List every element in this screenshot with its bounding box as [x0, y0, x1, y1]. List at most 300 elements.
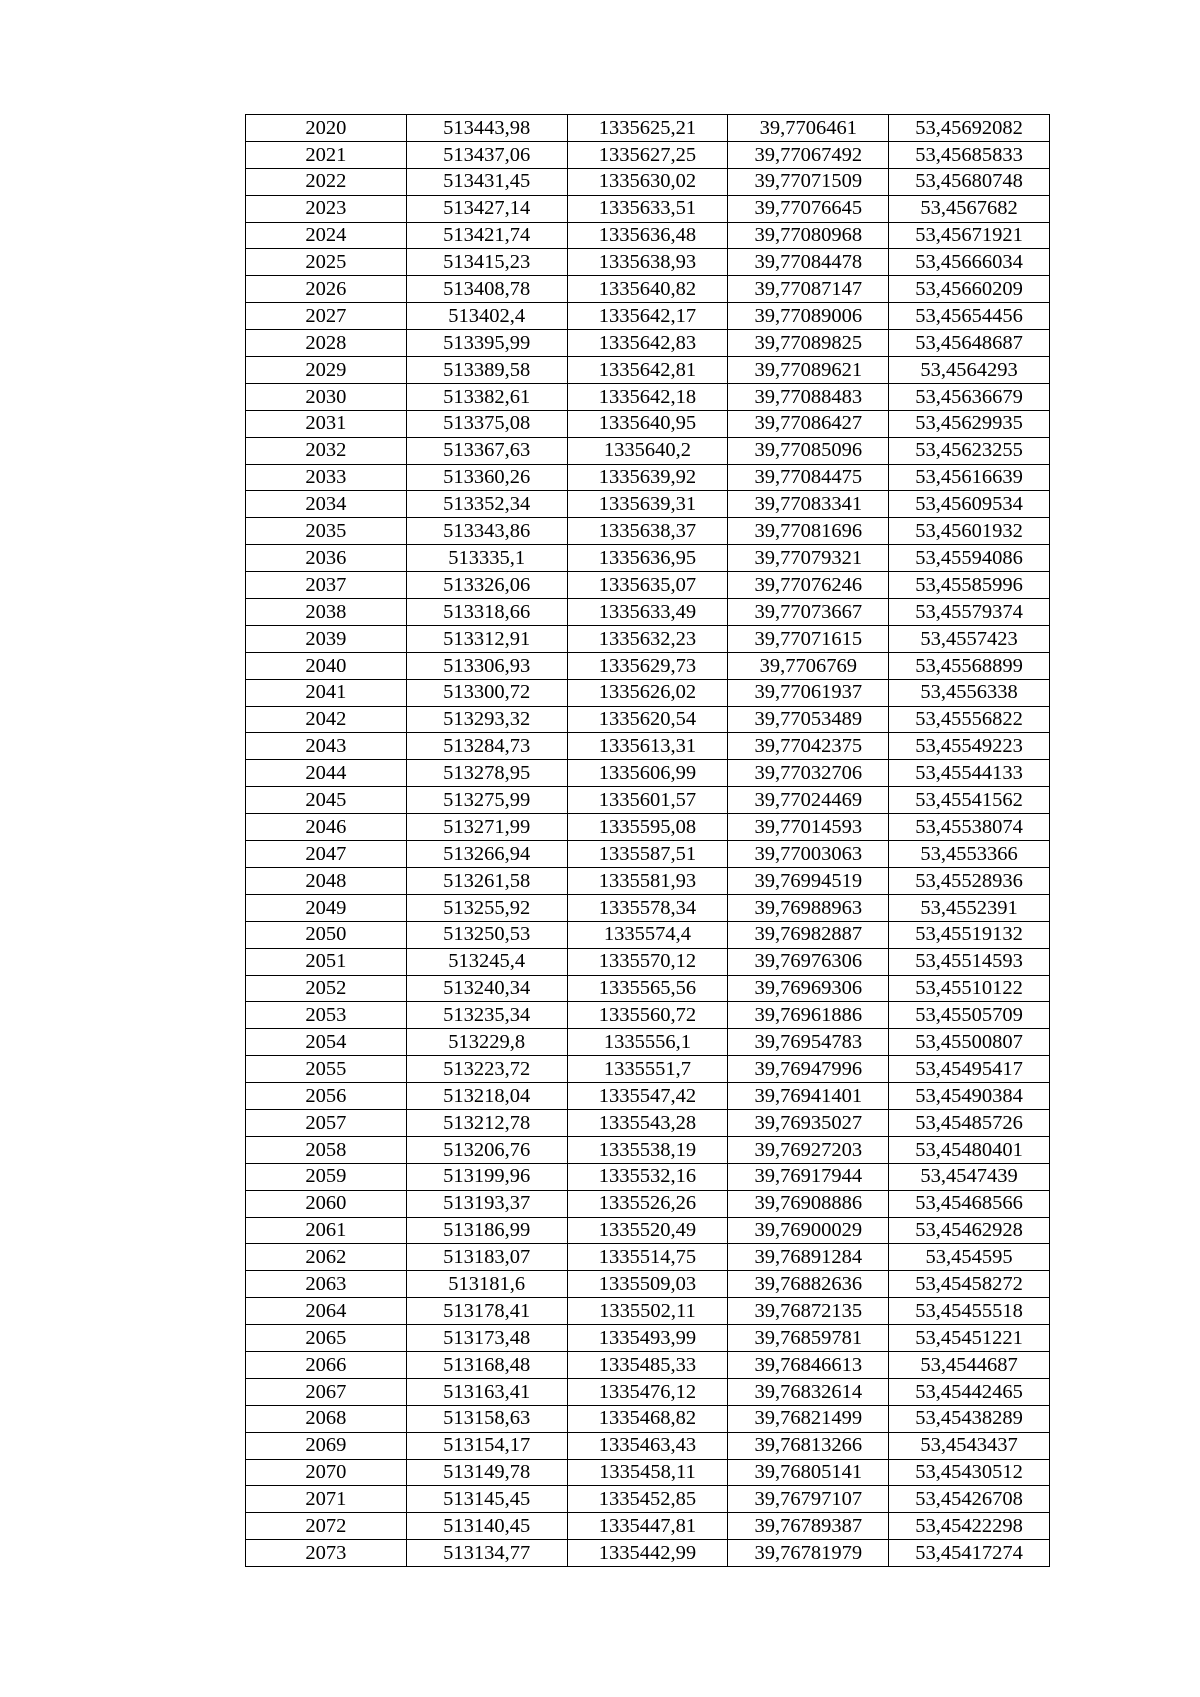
table-row: [246, 276, 1050, 303]
y-coordinate-cell: 1335642,81: [567, 357, 728, 384]
table-row: [246, 1190, 1050, 1217]
table-row: [246, 760, 1050, 787]
x-coordinate-cell: 513154,17: [406, 1432, 567, 1459]
longitude-cell: 53,45430512: [889, 1459, 1050, 1486]
point-number-cell: 2071: [246, 1486, 407, 1513]
latitude-cell: 39,77032706: [728, 760, 889, 787]
latitude-cell: 39,76813266: [728, 1432, 889, 1459]
y-coordinate-cell: 1335560,72: [567, 1002, 728, 1029]
point-number-cell: 2037: [246, 572, 407, 599]
longitude-cell: 53,45462928: [889, 1217, 1050, 1244]
latitude-cell: 39,77086427: [728, 410, 889, 437]
longitude-cell: 53,45495417: [889, 1056, 1050, 1083]
point-number-cell: 2062: [246, 1244, 407, 1271]
y-coordinate-cell: 1335509,03: [567, 1271, 728, 1298]
latitude-cell: 39,77076645: [728, 195, 889, 222]
x-coordinate-cell: 513235,34: [406, 1002, 567, 1029]
x-coordinate-cell: 513250,53: [406, 921, 567, 948]
latitude-cell: 39,76976306: [728, 948, 889, 975]
latitude-cell: 39,77014593: [728, 814, 889, 841]
x-coordinate-cell: 513293,32: [406, 706, 567, 733]
x-coordinate-cell: 513408,78: [406, 276, 567, 303]
latitude-cell: 39,77085096: [728, 437, 889, 464]
latitude-cell: 39,77087147: [728, 276, 889, 303]
x-coordinate-cell: 513443,98: [406, 115, 567, 142]
longitude-cell: 53,45426708: [889, 1486, 1050, 1513]
point-number-cell: 2050: [246, 921, 407, 948]
table-row: [246, 115, 1050, 142]
x-coordinate-cell: 513326,06: [406, 572, 567, 599]
table-row: [246, 814, 1050, 841]
point-number-cell: 2028: [246, 330, 407, 357]
point-number-cell: 2030: [246, 383, 407, 410]
point-number-cell: 2060: [246, 1190, 407, 1217]
latitude-cell: 39,77084478: [728, 249, 889, 276]
x-coordinate-cell: 513275,99: [406, 787, 567, 814]
x-coordinate-cell: 513245,4: [406, 948, 567, 975]
x-coordinate-cell: 513158,63: [406, 1405, 567, 1432]
point-number-cell: 2033: [246, 464, 407, 491]
table-row: [246, 679, 1050, 706]
y-coordinate-cell: 1335570,12: [567, 948, 728, 975]
y-coordinate-cell: 1335642,18: [567, 383, 728, 410]
longitude-cell: 53,45579374: [889, 599, 1050, 626]
latitude-cell: 39,77053489: [728, 706, 889, 733]
longitude-cell: 53,45616639: [889, 464, 1050, 491]
point-number-cell: 2022: [246, 168, 407, 195]
longitude-cell: 53,45417274: [889, 1540, 1050, 1567]
y-coordinate-cell: 1335520,49: [567, 1217, 728, 1244]
longitude-cell: 53,45609534: [889, 491, 1050, 518]
longitude-cell: 53,45671921: [889, 222, 1050, 249]
latitude-cell: 39,77071509: [728, 168, 889, 195]
y-coordinate-cell: 1335627,25: [567, 141, 728, 168]
point-number-cell: 2047: [246, 841, 407, 868]
x-coordinate-cell: 513312,91: [406, 625, 567, 652]
point-number-cell: 2073: [246, 1540, 407, 1567]
longitude-cell: 53,45556822: [889, 706, 1050, 733]
y-coordinate-cell: 1335636,95: [567, 545, 728, 572]
longitude-cell: 53,45514593: [889, 948, 1050, 975]
table-row: [246, 1029, 1050, 1056]
longitude-cell: 53,45442465: [889, 1378, 1050, 1405]
y-coordinate-cell: 1335635,07: [567, 572, 728, 599]
x-coordinate-cell: 513300,72: [406, 679, 567, 706]
x-coordinate-cell: 513212,78: [406, 1109, 567, 1136]
latitude-cell: 39,76969306: [728, 975, 889, 1002]
x-coordinate-cell: 513382,61: [406, 383, 567, 410]
point-number-cell: 2034: [246, 491, 407, 518]
latitude-cell: 39,76935027: [728, 1109, 889, 1136]
table-row: [246, 1244, 1050, 1271]
latitude-cell: 39,76846613: [728, 1351, 889, 1378]
table-row: [246, 141, 1050, 168]
point-number-cell: 2041: [246, 679, 407, 706]
x-coordinate-cell: 513229,8: [406, 1029, 567, 1056]
table-row: [246, 518, 1050, 545]
point-number-cell: 2057: [246, 1109, 407, 1136]
longitude-cell: 53,45680748: [889, 168, 1050, 195]
y-coordinate-cell: 1335556,1: [567, 1029, 728, 1056]
y-coordinate-cell: 1335538,19: [567, 1136, 728, 1163]
latitude-cell: 39,76982887: [728, 921, 889, 948]
longitude-cell: 53,45654456: [889, 303, 1050, 330]
table-row: [246, 1056, 1050, 1083]
y-coordinate-cell: 1335638,93: [567, 249, 728, 276]
x-coordinate-cell: 513389,58: [406, 357, 567, 384]
latitude-cell: 39,76821499: [728, 1405, 889, 1432]
y-coordinate-cell: 1335642,83: [567, 330, 728, 357]
x-coordinate-cell: 513140,45: [406, 1513, 567, 1540]
longitude-cell: 53,45468566: [889, 1190, 1050, 1217]
point-number-cell: 2055: [246, 1056, 407, 1083]
longitude-cell: 53,45438289: [889, 1405, 1050, 1432]
latitude-cell: 39,76900029: [728, 1217, 889, 1244]
point-number-cell: 2032: [246, 437, 407, 464]
table-row: [246, 733, 1050, 760]
latitude-cell: 39,76908886: [728, 1190, 889, 1217]
x-coordinate-cell: 513343,86: [406, 518, 567, 545]
latitude-cell: 39,77084475: [728, 464, 889, 491]
table-row: [246, 921, 1050, 948]
point-number-cell: 2039: [246, 625, 407, 652]
table-row: [246, 1298, 1050, 1325]
longitude-cell: 53,45549223: [889, 733, 1050, 760]
x-coordinate-cell: 513223,72: [406, 1056, 567, 1083]
point-number-cell: 2064: [246, 1298, 407, 1325]
table-row: [246, 572, 1050, 599]
x-coordinate-cell: 513415,23: [406, 249, 567, 276]
x-coordinate-cell: 513145,45: [406, 1486, 567, 1513]
latitude-cell: 39,77042375: [728, 733, 889, 760]
latitude-cell: 39,77081696: [728, 518, 889, 545]
y-coordinate-cell: 1335442,99: [567, 1540, 728, 1567]
y-coordinate-cell: 1335633,51: [567, 195, 728, 222]
x-coordinate-cell: 513173,48: [406, 1325, 567, 1352]
y-coordinate-cell: 1335640,2: [567, 437, 728, 464]
point-number-cell: 2020: [246, 115, 407, 142]
x-coordinate-cell: 513193,37: [406, 1190, 567, 1217]
table-row: [246, 625, 1050, 652]
y-coordinate-cell: 1335640,95: [567, 410, 728, 437]
point-number-cell: 2042: [246, 706, 407, 733]
table-row: [246, 1405, 1050, 1432]
table-row: [246, 464, 1050, 491]
x-coordinate-cell: 513284,73: [406, 733, 567, 760]
longitude-cell: 53,45568899: [889, 652, 1050, 679]
longitude-cell: 53,45544133: [889, 760, 1050, 787]
latitude-cell: 39,76859781: [728, 1325, 889, 1352]
latitude-cell: 39,7706769: [728, 652, 889, 679]
y-coordinate-cell: 1335640,82: [567, 276, 728, 303]
table-row: [246, 1486, 1050, 1513]
y-coordinate-cell: 1335587,51: [567, 841, 728, 868]
y-coordinate-cell: 1335551,7: [567, 1056, 728, 1083]
table-row: [246, 867, 1050, 894]
y-coordinate-cell: 1335638,37: [567, 518, 728, 545]
y-coordinate-cell: 1335620,54: [567, 706, 728, 733]
latitude-cell: 39,77003063: [728, 841, 889, 868]
y-coordinate-cell: 1335532,16: [567, 1163, 728, 1190]
table-row: [246, 1540, 1050, 1567]
point-number-cell: 2070: [246, 1459, 407, 1486]
table-row: [246, 1351, 1050, 1378]
table-row: [246, 410, 1050, 437]
x-coordinate-cell: 513367,63: [406, 437, 567, 464]
x-coordinate-cell: 513352,34: [406, 491, 567, 518]
longitude-cell: 53,45636679: [889, 383, 1050, 410]
x-coordinate-cell: 513421,74: [406, 222, 567, 249]
point-number-cell: 2023: [246, 195, 407, 222]
point-number-cell: 2025: [246, 249, 407, 276]
y-coordinate-cell: 1335578,34: [567, 894, 728, 921]
y-coordinate-cell: 1335639,31: [567, 491, 728, 518]
table-row: [246, 357, 1050, 384]
table-row: [246, 1136, 1050, 1163]
latitude-cell: 39,76781979: [728, 1540, 889, 1567]
point-number-cell: 2069: [246, 1432, 407, 1459]
table-row: [246, 303, 1050, 330]
point-number-cell: 2027: [246, 303, 407, 330]
y-coordinate-cell: 1335636,48: [567, 222, 728, 249]
x-coordinate-cell: 513360,26: [406, 464, 567, 491]
longitude-cell: 53,45422298: [889, 1513, 1050, 1540]
point-number-cell: 2048: [246, 867, 407, 894]
longitude-cell: 53,45660209: [889, 276, 1050, 303]
table-row: [246, 599, 1050, 626]
table-row: [246, 787, 1050, 814]
point-number-cell: 2024: [246, 222, 407, 249]
table-row: [246, 1325, 1050, 1352]
longitude-cell: 53,45601932: [889, 518, 1050, 545]
latitude-cell: 39,76832614: [728, 1378, 889, 1405]
longitude-cell: 53,45585996: [889, 572, 1050, 599]
longitude-cell: 53,4556338: [889, 679, 1050, 706]
y-coordinate-cell: 1335639,92: [567, 464, 728, 491]
latitude-cell: 39,7706461: [728, 115, 889, 142]
longitude-cell: 53,45666034: [889, 249, 1050, 276]
x-coordinate-cell: 513181,6: [406, 1271, 567, 1298]
table-row: [246, 437, 1050, 464]
latitude-cell: 39,77024469: [728, 787, 889, 814]
point-number-cell: 2054: [246, 1029, 407, 1056]
latitude-cell: 39,76882636: [728, 1271, 889, 1298]
longitude-cell: 53,45528936: [889, 867, 1050, 894]
latitude-cell: 39,77089825: [728, 330, 889, 357]
y-coordinate-cell: 1335547,42: [567, 1083, 728, 1110]
y-coordinate-cell: 1335625,21: [567, 115, 728, 142]
y-coordinate-cell: 1335574,4: [567, 921, 728, 948]
longitude-cell: 53,45480401: [889, 1136, 1050, 1163]
point-number-cell: 2046: [246, 814, 407, 841]
longitude-cell: 53,4552391: [889, 894, 1050, 921]
point-number-cell: 2051: [246, 948, 407, 975]
point-number-cell: 2043: [246, 733, 407, 760]
latitude-cell: 39,77061937: [728, 679, 889, 706]
table-row: [246, 1163, 1050, 1190]
x-coordinate-cell: 513183,07: [406, 1244, 567, 1271]
x-coordinate-cell: 513427,14: [406, 195, 567, 222]
point-number-cell: 2044: [246, 760, 407, 787]
y-coordinate-cell: 1335629,73: [567, 652, 728, 679]
latitude-cell: 39,76805141: [728, 1459, 889, 1486]
point-number-cell: 2036: [246, 545, 407, 572]
table-row: [246, 545, 1050, 572]
y-coordinate-cell: 1335601,57: [567, 787, 728, 814]
longitude-cell: 53,454595: [889, 1244, 1050, 1271]
latitude-cell: 39,76954783: [728, 1029, 889, 1056]
point-number-cell: 2061: [246, 1217, 407, 1244]
table-row: [246, 1513, 1050, 1540]
table-row: [246, 1378, 1050, 1405]
y-coordinate-cell: 1335543,28: [567, 1109, 728, 1136]
x-coordinate-cell: 513134,77: [406, 1540, 567, 1567]
longitude-cell: 53,4553366: [889, 841, 1050, 868]
x-coordinate-cell: 513437,06: [406, 141, 567, 168]
y-coordinate-cell: 1335468,82: [567, 1405, 728, 1432]
coordinates-table: [245, 114, 1050, 1567]
table-row: [246, 222, 1050, 249]
point-number-cell: 2053: [246, 1002, 407, 1029]
longitude-cell: 53,45685833: [889, 141, 1050, 168]
latitude-cell: 39,76947996: [728, 1056, 889, 1083]
latitude-cell: 39,76941401: [728, 1083, 889, 1110]
y-coordinate-cell: 1335476,12: [567, 1378, 728, 1405]
y-coordinate-cell: 1335632,23: [567, 625, 728, 652]
longitude-cell: 53,45623255: [889, 437, 1050, 464]
point-number-cell: 2040: [246, 652, 407, 679]
y-coordinate-cell: 1335626,02: [567, 679, 728, 706]
point-number-cell: 2045: [246, 787, 407, 814]
y-coordinate-cell: 1335514,75: [567, 1244, 728, 1271]
longitude-cell: 53,45594086: [889, 545, 1050, 572]
point-number-cell: 2058: [246, 1136, 407, 1163]
longitude-cell: 53,45629935: [889, 410, 1050, 437]
x-coordinate-cell: 513186,99: [406, 1217, 567, 1244]
table-row: [246, 706, 1050, 733]
table-row: [246, 195, 1050, 222]
y-coordinate-cell: 1335565,56: [567, 975, 728, 1002]
x-coordinate-cell: 513278,95: [406, 760, 567, 787]
x-coordinate-cell: 513431,45: [406, 168, 567, 195]
longitude-cell: 53,45485726: [889, 1109, 1050, 1136]
y-coordinate-cell: 1335581,93: [567, 867, 728, 894]
table-row: [246, 1002, 1050, 1029]
y-coordinate-cell: 1335633,49: [567, 599, 728, 626]
y-coordinate-cell: 1335526,26: [567, 1190, 728, 1217]
latitude-cell: 39,76927203: [728, 1136, 889, 1163]
longitude-cell: 53,4567682: [889, 195, 1050, 222]
table-row: [246, 1083, 1050, 1110]
table-row: [246, 330, 1050, 357]
point-number-cell: 2066: [246, 1351, 407, 1378]
latitude-cell: 39,77083341: [728, 491, 889, 518]
point-number-cell: 2026: [246, 276, 407, 303]
table-row: [246, 948, 1050, 975]
point-number-cell: 2038: [246, 599, 407, 626]
x-coordinate-cell: 513149,78: [406, 1459, 567, 1486]
x-coordinate-cell: 513240,34: [406, 975, 567, 1002]
y-coordinate-cell: 1335485,33: [567, 1351, 728, 1378]
x-coordinate-cell: 513206,76: [406, 1136, 567, 1163]
latitude-cell: 39,77089621: [728, 357, 889, 384]
x-coordinate-cell: 513199,96: [406, 1163, 567, 1190]
table-row: [246, 1109, 1050, 1136]
x-coordinate-cell: 513306,93: [406, 652, 567, 679]
latitude-cell: 39,76891284: [728, 1244, 889, 1271]
y-coordinate-cell: 1335463,43: [567, 1432, 728, 1459]
longitude-cell: 53,4557423: [889, 625, 1050, 652]
latitude-cell: 39,77088483: [728, 383, 889, 410]
latitude-cell: 39,77080968: [728, 222, 889, 249]
y-coordinate-cell: 1335458,11: [567, 1459, 728, 1486]
latitude-cell: 39,77071615: [728, 625, 889, 652]
y-coordinate-cell: 1335630,02: [567, 168, 728, 195]
table-row: [246, 1271, 1050, 1298]
x-coordinate-cell: 513395,99: [406, 330, 567, 357]
point-number-cell: 2063: [246, 1271, 407, 1298]
table-row: [246, 1432, 1050, 1459]
x-coordinate-cell: 513178,41: [406, 1298, 567, 1325]
longitude-cell: 53,45541562: [889, 787, 1050, 814]
latitude-cell: 39,76961886: [728, 1002, 889, 1029]
longitude-cell: 53,45519132: [889, 921, 1050, 948]
y-coordinate-cell: 1335502,11: [567, 1298, 728, 1325]
longitude-cell: 53,45510122: [889, 975, 1050, 1002]
table-row: [246, 841, 1050, 868]
longitude-cell: 53,4543437: [889, 1432, 1050, 1459]
table-row: [246, 1217, 1050, 1244]
longitude-cell: 53,45538074: [889, 814, 1050, 841]
longitude-cell: 53,45458272: [889, 1271, 1050, 1298]
y-coordinate-cell: 1335447,81: [567, 1513, 728, 1540]
table-row: [246, 894, 1050, 921]
y-coordinate-cell: 1335606,99: [567, 760, 728, 787]
x-coordinate-cell: 513266,94: [406, 841, 567, 868]
longitude-cell: 53,45455518: [889, 1298, 1050, 1325]
table-row: [246, 652, 1050, 679]
longitude-cell: 53,45500807: [889, 1029, 1050, 1056]
point-number-cell: 2056: [246, 1083, 407, 1110]
y-coordinate-cell: 1335452,85: [567, 1486, 728, 1513]
x-coordinate-cell: 513168,48: [406, 1351, 567, 1378]
point-number-cell: 2068: [246, 1405, 407, 1432]
longitude-cell: 53,45692082: [889, 115, 1050, 142]
coordinates-table-body: [246, 115, 1050, 1567]
point-number-cell: 2029: [246, 357, 407, 384]
longitude-cell: 53,4544687: [889, 1351, 1050, 1378]
latitude-cell: 39,76872135: [728, 1298, 889, 1325]
x-coordinate-cell: 513375,08: [406, 410, 567, 437]
latitude-cell: 39,76917944: [728, 1163, 889, 1190]
longitude-cell: 53,45505709: [889, 1002, 1050, 1029]
y-coordinate-cell: 1335493,99: [567, 1325, 728, 1352]
x-coordinate-cell: 513271,99: [406, 814, 567, 841]
x-coordinate-cell: 513163,41: [406, 1378, 567, 1405]
point-number-cell: 2021: [246, 141, 407, 168]
table-row: [246, 383, 1050, 410]
point-number-cell: 2035: [246, 518, 407, 545]
latitude-cell: 39,76988963: [728, 894, 889, 921]
latitude-cell: 39,76797107: [728, 1486, 889, 1513]
latitude-cell: 39,77089006: [728, 303, 889, 330]
x-coordinate-cell: 513335,1: [406, 545, 567, 572]
table-row: [246, 249, 1050, 276]
x-coordinate-cell: 513261,58: [406, 867, 567, 894]
latitude-cell: 39,77079321: [728, 545, 889, 572]
x-coordinate-cell: 513218,04: [406, 1083, 567, 1110]
point-number-cell: 2031: [246, 410, 407, 437]
